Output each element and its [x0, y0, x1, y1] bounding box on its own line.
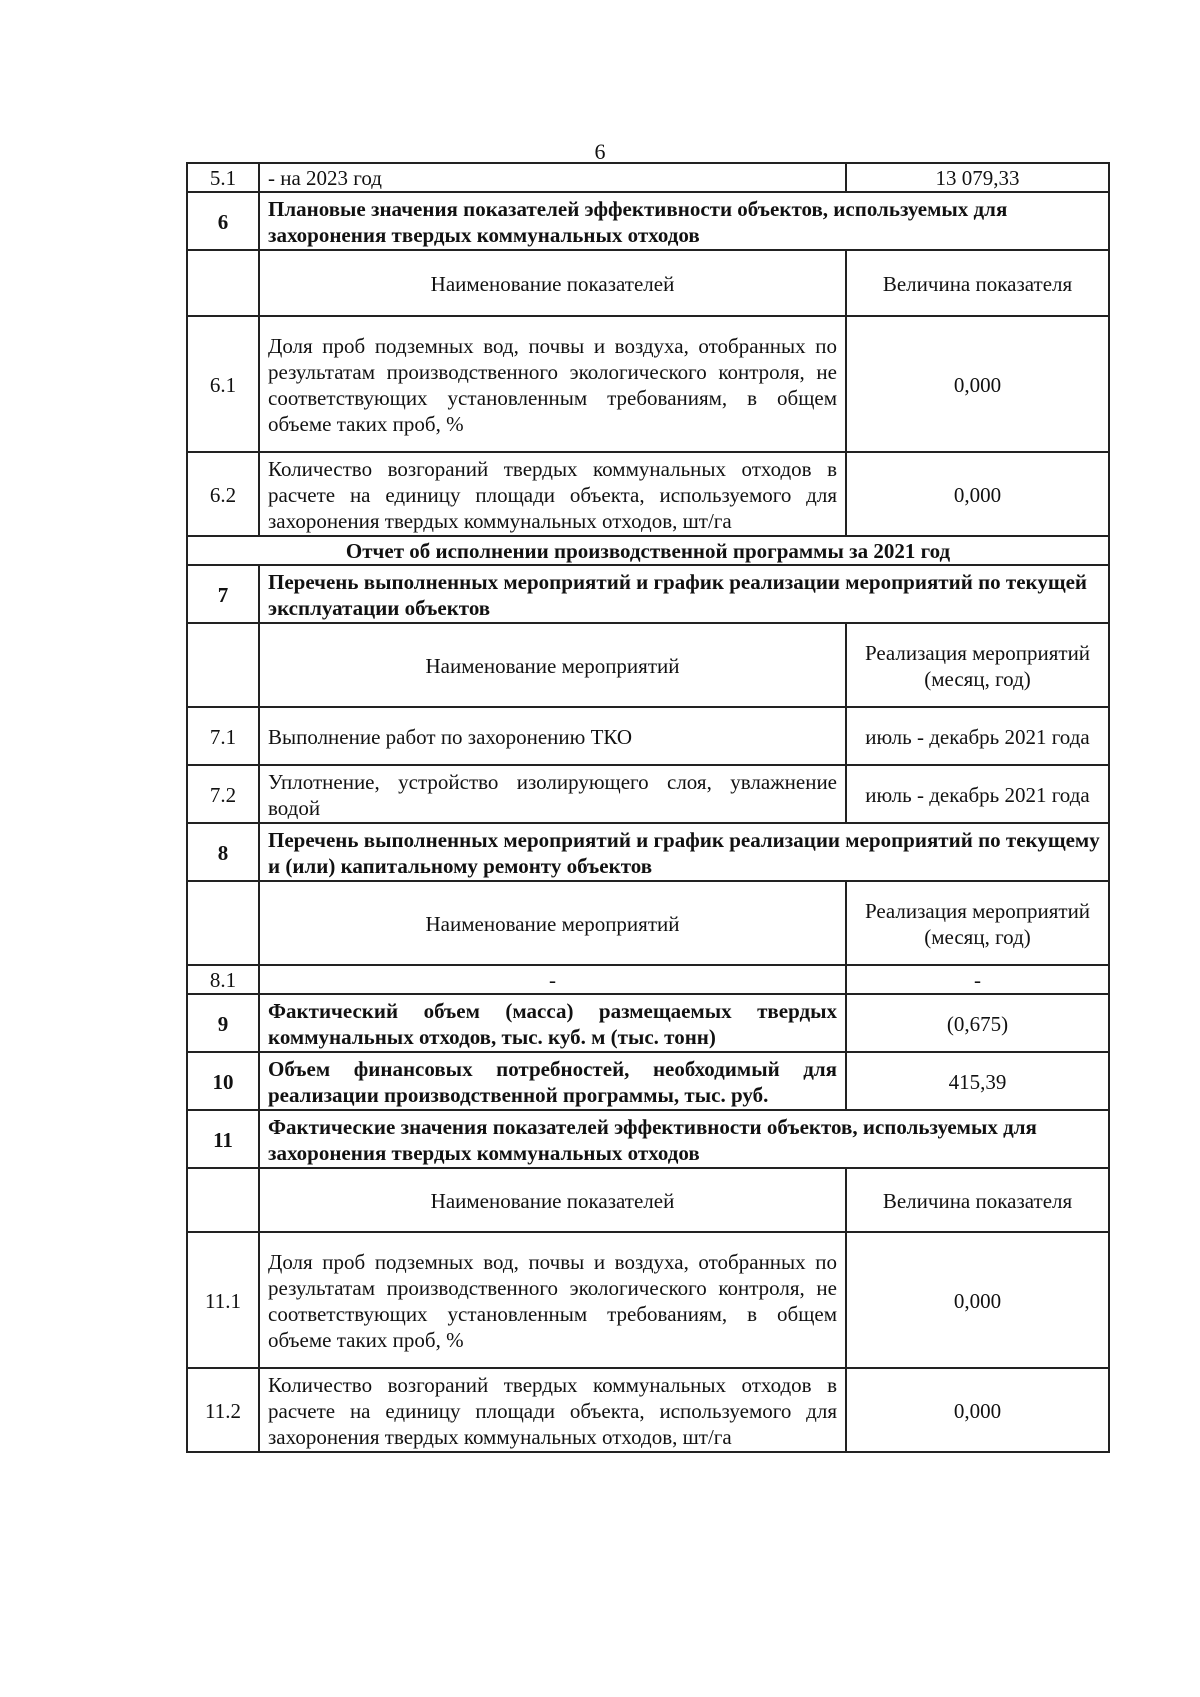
row-number: 7.2 — [187, 765, 259, 823]
row-text: Доля проб подземных вод, почвы и воздуха, отобранных по результатам производственного экологического контроля, не соответствующих установленным требованиям, в общем объеме таких проб, % — [259, 316, 846, 452]
column-header-name: Наименование показателей — [259, 1168, 846, 1232]
row-text: - — [259, 965, 846, 994]
row-value: 0,000 — [846, 452, 1109, 536]
section-row-8 — [187, 823, 1109, 881]
row-value: июль - декабрь 2021 года — [846, 765, 1109, 823]
column-header-row — [187, 250, 1109, 316]
row-text: Доля проб подземных вод, почвы и воздуха, отобранных по результатам производственного экологического контроля, не соответствующих установленным требованиям, в общем объеме таких проб, % — [259, 1232, 846, 1368]
empty-cell — [187, 250, 259, 316]
table-row-6-2 — [187, 452, 1109, 536]
row-number: 7.1 — [187, 707, 259, 765]
row-value: июль - декабрь 2021 года — [846, 707, 1109, 765]
row-text: Объем финансовых потребностей, необходимый для реализации производственной программы, тыс. руб. — [259, 1052, 846, 1110]
row-value: 13 079,33 — [846, 163, 1109, 192]
section-number: 6 — [187, 192, 259, 250]
report-title-row — [187, 536, 1109, 565]
row-value: - — [846, 965, 1109, 994]
row-number: 8.1 — [187, 965, 259, 994]
row-text: Уплотнение, устройство изолирующего слоя, увлажнение водой — [259, 765, 846, 823]
table-row-8-1 — [187, 965, 1109, 994]
column-header-value: Реализация мероприятий (месяц, год) — [846, 881, 1109, 965]
row-text: - на 2023 год — [259, 163, 846, 192]
table-row-11-2 — [187, 1368, 1109, 1452]
column-header-name: Наименование мероприятий — [259, 881, 846, 965]
table-row-7-2 — [187, 765, 1109, 823]
row-number: 6.2 — [187, 452, 259, 536]
column-header-row — [187, 881, 1109, 965]
row-number: 11.1 — [187, 1232, 259, 1368]
section-title: Плановые значения показателей эффективности объектов, используемых для захоронения твердых коммунальных отходов — [259, 192, 1109, 250]
row-value: 0,000 — [846, 1232, 1109, 1368]
section-title: Перечень выполненных мероприятий и график реализации мероприятий по текущей эксплуатации объектов — [259, 565, 1109, 623]
table-row-10 — [187, 1052, 1109, 1110]
column-header-row — [187, 1168, 1109, 1232]
empty-cell — [187, 1168, 259, 1232]
row-number: 6.1 — [187, 316, 259, 452]
section-row-11 — [187, 1110, 1109, 1168]
row-number: 5.1 — [187, 163, 259, 192]
section-title: Фактические значения показателей эффективности объектов, используемых для захоронения твердых коммунальных отходов — [259, 1110, 1109, 1168]
row-value: 0,000 — [846, 316, 1109, 452]
row-number: 10 — [187, 1052, 259, 1110]
column-header-value: Реализация мероприятий (месяц, год) — [846, 623, 1109, 707]
section-row-6 — [187, 192, 1109, 250]
table-row-9 — [187, 994, 1109, 1052]
column-header-name: Наименование мероприятий — [259, 623, 846, 707]
row-value: 0,000 — [846, 1368, 1109, 1452]
row-text: Количество возгораний твердых коммунальных отходов в расчете на единицу площади объекта, используемого для захоронения твердых коммунальных отходов, шт/га — [259, 1368, 846, 1452]
section-number: 8 — [187, 823, 259, 881]
row-number: 9 — [187, 994, 259, 1052]
column-header-value: Величина показателя — [846, 1168, 1109, 1232]
table-row-11-1 — [187, 1232, 1109, 1368]
row-text: Фактический объем (масса) размещаемых твердых коммунальных отходов, тыс. куб. м (тыс. тонн) — [259, 994, 846, 1052]
section-number: 11 — [187, 1110, 259, 1168]
table-row-7-1 — [187, 707, 1109, 765]
table-row-5-1 — [187, 163, 1109, 192]
report-title: Отчет об исполнении производственной программы за 2021 год — [187, 536, 1109, 565]
row-text: Количество возгораний твердых коммунальных отходов в расчете на единицу площади объекта, используемого для захоронения твердых коммунальных отходов, шт/га — [259, 452, 846, 536]
production-program-table — [186, 162, 1110, 1453]
section-title: Перечень выполненных мероприятий и график реализации мероприятий по текущему и (или) капитальному ремонту объектов — [259, 823, 1109, 881]
empty-cell — [187, 623, 259, 707]
page-number: 6 — [594, 139, 606, 164]
section-row-7 — [187, 565, 1109, 623]
section-number: 7 — [187, 565, 259, 623]
column-header-value: Величина показателя — [846, 250, 1109, 316]
row-value: 415,39 — [846, 1052, 1109, 1110]
row-text: Выполнение работ по захоронению ТКО — [259, 707, 846, 765]
row-number: 11.2 — [187, 1368, 259, 1452]
column-header-row — [187, 623, 1109, 707]
row-value: (0,675) — [846, 994, 1109, 1052]
column-header-name: Наименование показателей — [259, 250, 846, 316]
empty-cell — [187, 881, 259, 965]
table-row-6-1 — [187, 316, 1109, 452]
